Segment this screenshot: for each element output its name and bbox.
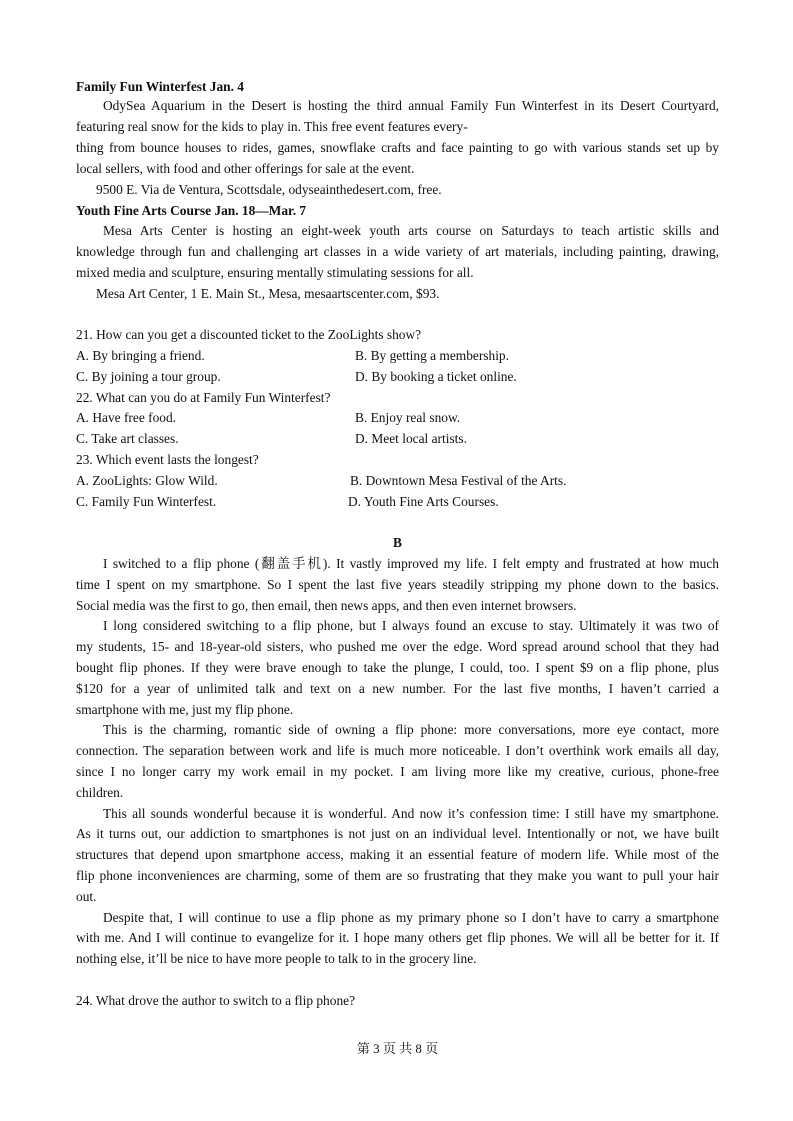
passage-line: out. — [76, 889, 97, 904]
passage-line: with me. And I will continue to evangelize for it. I hope many others get flip phones. We will all be better for it. If — [76, 930, 719, 945]
answer-option: B. Enjoy real snow. — [355, 410, 461, 425]
answer-option: C. By joining a tour group. — [76, 369, 221, 384]
section-heading: B — [393, 535, 402, 550]
passage-line: connection. The separation between work and life is much more noticeable. I don’t overthink work emails all day, — [76, 743, 719, 758]
question-stem: 23. Which event lasts the longest? — [76, 452, 259, 467]
passage-line: my students, 15- and 18-year-old sisters, who pushed me over the edge. Word spread around school that they had — [76, 639, 719, 654]
passage-line: This all sounds wonderful because it is wonderful. And now it’s confession time: I still have my smartphone. — [103, 806, 719, 821]
answer-option: C. Family Fun Winterfest. — [76, 494, 217, 509]
page-footer: 第 3 页 共 8 页 — [356, 1041, 439, 1056]
event-text-line: Mesa Arts Center is hosting an eight-week youth arts course on Saturdays to teach artistic skills and — [103, 223, 719, 238]
event-info: 9500 E. Via de Ventura, Scottsdale, odyseainthedesert.com, free. — [96, 182, 442, 197]
answer-option: C. Take art classes. — [76, 431, 179, 446]
answer-option: A. By bringing a friend. — [76, 348, 205, 363]
passage-line: smartphone with me, just my flip phone. — [76, 702, 294, 717]
passage-line: flip phone inconveniences are charming, some of them are so frustrating that they make you want to pull your hair — [76, 868, 719, 883]
answer-option: D. Meet local artists. — [355, 431, 467, 446]
answer-option: A. Have free food. — [76, 410, 177, 425]
event-title: Family Fun Winterfest Jan. 4 — [76, 79, 245, 94]
event-text-line: mixed media and sculpture, ensuring mentally stimulating sessions for all. — [76, 265, 474, 280]
event-title: Youth Fine Arts Course Jan. 18—Mar. 7 — [76, 203, 307, 218]
question-stem: 22. What can you do at Family Fun Winterfest? — [76, 390, 331, 405]
passage-line: I long considered switching to a flip phone, but I always found an excuse to stay. Ultimately it was two of — [103, 618, 719, 633]
passage-line: $120 for a year of unlimited talk and text on a new number. For the last five months, I haven’t carried a — [76, 681, 719, 696]
passage-line: This is the charming, romantic side of owning a flip phone: more conversations, more eye contact, more — [103, 722, 719, 737]
event-info: Mesa Art Center, 1 E. Main St., Mesa, mesaartscenter.com, $93. — [96, 286, 440, 301]
passage-line: Despite that, I will continue to use a flip phone as my primary phone so I don’t have to carry a smartphone — [103, 910, 719, 925]
answer-option: B. Downtown Mesa Festival of the Arts. — [350, 473, 567, 488]
passage-line: bought flip phones. If they were brave enough to take the plunge, I could, too. I spent $9 on a flip phone, plus — [76, 660, 719, 675]
answer-option: A. ZooLights: Glow Wild. — [76, 473, 218, 488]
question-stem: 24. What drove the author to switch to a flip phone? — [76, 993, 356, 1008]
passage-line: children. — [76, 785, 124, 800]
event-text-line: featuring real snow for the kids to play in. This free event features every- — [76, 119, 468, 134]
answer-option: D. Youth Fine Arts Courses. — [348, 494, 499, 509]
event-text-line: local sellers, with food and other offerings for sale at the event. — [76, 161, 415, 176]
passage-line: As it turns out, our addiction to smartphones is not just on an individual level. Intentionally or not, we have built — [76, 826, 719, 841]
passage-line: nothing else, it’ll be nice to have more people to talk to in the grocery line. — [76, 951, 477, 966]
event-text-line: knowledge through fun and challenging art classes in a wide variety of art materials, including painting, drawing, — [76, 244, 719, 259]
question-stem: 21. How can you get a discounted ticket to the ZooLights show? — [76, 327, 422, 342]
event-text-line: thing from bounce houses to rides, games, snowflake crafts and face painting to go with various stands set up by — [76, 140, 719, 155]
event-text-line: OdySea Aquarium in the Desert is hosting the third annual Family Fun Winterfest in its Desert Courtyard, — [103, 98, 719, 113]
passage-line: since I no longer carry my work email in my pocket. I am living more like my creative, curious, phone-free — [76, 764, 719, 779]
passage-line: I switched to a flip phone (翻盖手机). It vastly improved my life. I felt empty and frustrated at how much — [103, 556, 719, 571]
passage-line: structures that depend upon smartphone access, making it an essential feature of modern life. While most of the — [76, 847, 719, 862]
answer-option: B. By getting a membership. — [355, 348, 509, 363]
answer-option: D. By booking a ticket online. — [355, 369, 517, 384]
passage-line: time I spent on my smartphone. So I spent the last five years steadily stripping my phone down to the basics. — [76, 577, 719, 592]
passage-line: Social media was the first to go, then email, then news apps, and then even internet browsers. — [76, 598, 577, 613]
